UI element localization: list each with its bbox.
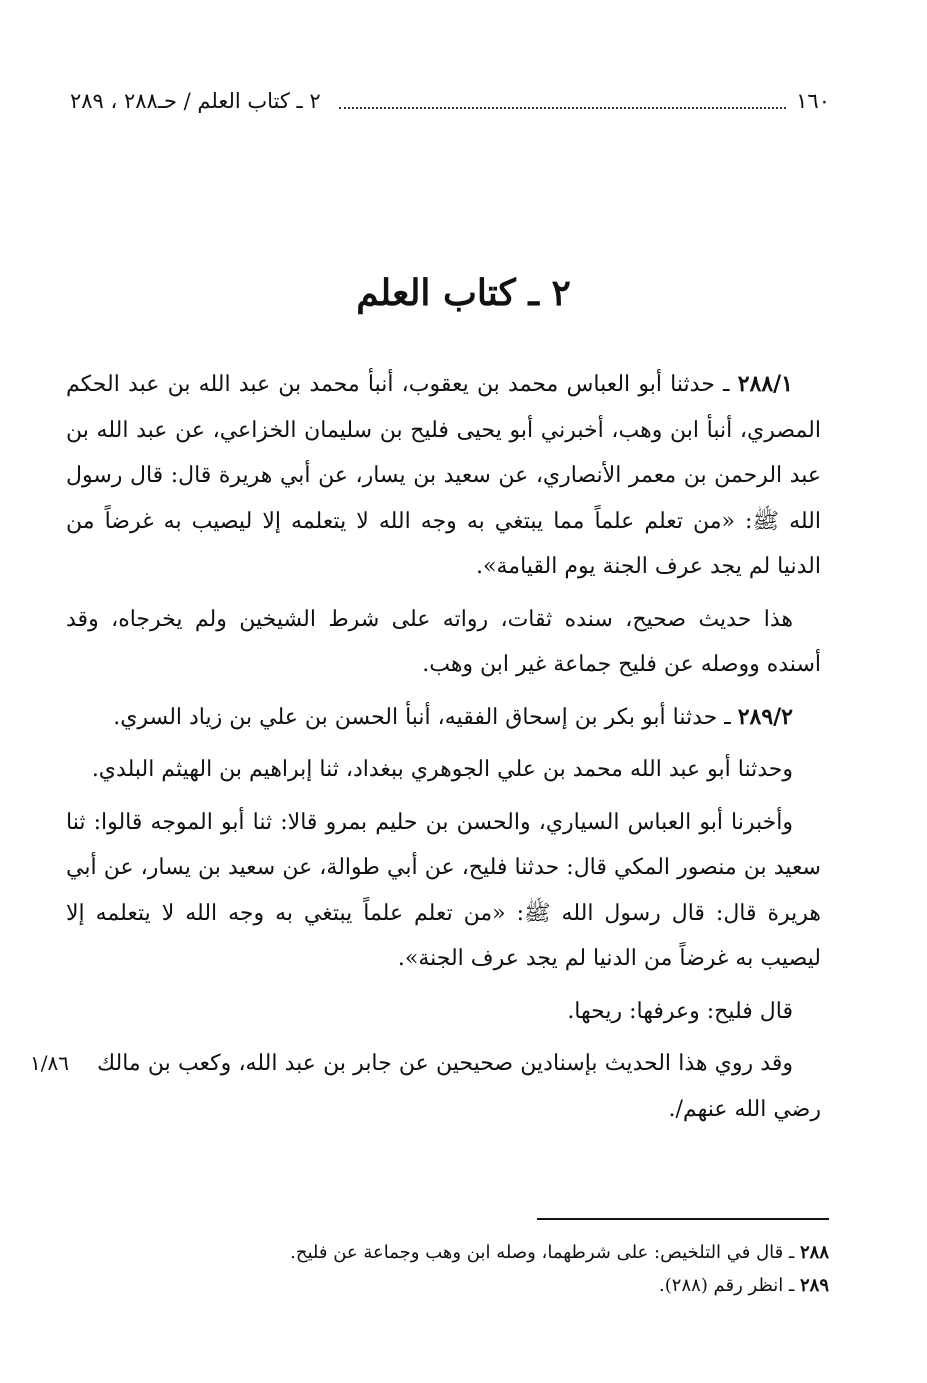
- footnotes: [69, 1236, 829, 1302]
- paragraph-text: هذا حديث صحيح، سنده ثقات، رواته على شرط الشيخين ولم يخرجاه، وقد أسنده ووصله عن فليح جماعة غير ابن وهب.: [66, 606, 821, 677]
- paragraph-grading: [66, 597, 821, 688]
- footnote-number: ٢٨٩: [799, 1275, 829, 1296]
- paragraph-hadith-288: [66, 362, 821, 590]
- paragraph-hadith-289: [66, 695, 821, 741]
- paragraph-text: وحدثنا أبو عبد الله محمد بن علي الجوهري ببغداد، ثنا إبراهيم بن الهيثم البلدي.: [91, 757, 793, 782]
- paragraph-text: ـ حدثنا أبو العباس محمد بن يعقوب، أنبأ محمد بن عبد الله بن عبد الحكم المصري، أنبأ ابن وهب، أخبرني أبو يحيى فليح بن سليمان الخزاعي، عن عبد الله بن عبد الرحمن بن معمر الأنصاري، عن سعيد بن يسار، عن أبي هريرة قال: قال رسول الله ﷺ: «من تعلم علماً مما يبتغي به وجه الله لا يتعلمه إلا ليصيب به غرضاً من الدنيا لم يجد عرف الجنة يوم القيامة».: [66, 372, 821, 579]
- footnote: [69, 1236, 829, 1269]
- page-number: ١٦٠: [796, 89, 830, 113]
- paragraph-text: قال فليح: وعرفها: ريحها.: [567, 998, 793, 1024]
- footnote: [69, 1269, 829, 1302]
- footnote-text: ـ انظر رقم (٢٨٨).: [659, 1275, 800, 1296]
- paragraph-text: وأخبرنا أبو العباس السياري، والحسن بن حليم بمرو قالا: ثنا أبو الموجه قالوا: ثنا سعيد بن منصور المكي قال: حدثنا فليح، عن أبي طوالة، عن سعيد بن يسار، عن أبي هريرة قال: قال رسول الله ﷺ: «من تعلم علماً يبتغي به وجه الله لا يتعلمه إلا ليصيب به غرضاً من الدنيا لم يجد عرف الجنة».: [66, 809, 821, 971]
- paragraph-text: وقد روي هذا الحديث بإسنادين صحيحين عن جابر بن عبد الله، وكعب بن مالك رضي الله عنهم/.: [96, 1051, 821, 1122]
- hadith-number: ٢٨٨/١: [737, 371, 793, 397]
- footnote-separator: [537, 1218, 829, 1220]
- footnote-number: ٢٨٨: [799, 1242, 829, 1263]
- main-text: [30, 362, 821, 1139]
- running-header: [70, 86, 830, 116]
- paragraph-chain-3: [66, 800, 821, 982]
- paragraph-other-chains: [30, 1041, 821, 1132]
- hadith-number: ٢٨٩/٢: [737, 703, 793, 730]
- paragraph-falih-note: [66, 989, 821, 1035]
- header-dot-leader: [339, 93, 787, 109]
- paragraph-text: ـ حدثنا أبو بكر بن إسحاق الفقيه، أنبأ الحسن بن علي بن زياد السري.: [113, 704, 738, 730]
- running-title: ٢ ـ كتاب العلم / حـ٢٨٨ ، ٢٨٩: [70, 89, 321, 113]
- footnote-text: ـ قال في التلخيص: على شرطهما، وصله ابن وهب وجماعة عن فليح.: [290, 1242, 800, 1263]
- paragraph-chain-2: [66, 747, 821, 793]
- chapter-title: ٢ ـ كتاب العلم: [356, 272, 571, 314]
- margin-reference: ١/٨٦: [30, 1051, 69, 1075]
